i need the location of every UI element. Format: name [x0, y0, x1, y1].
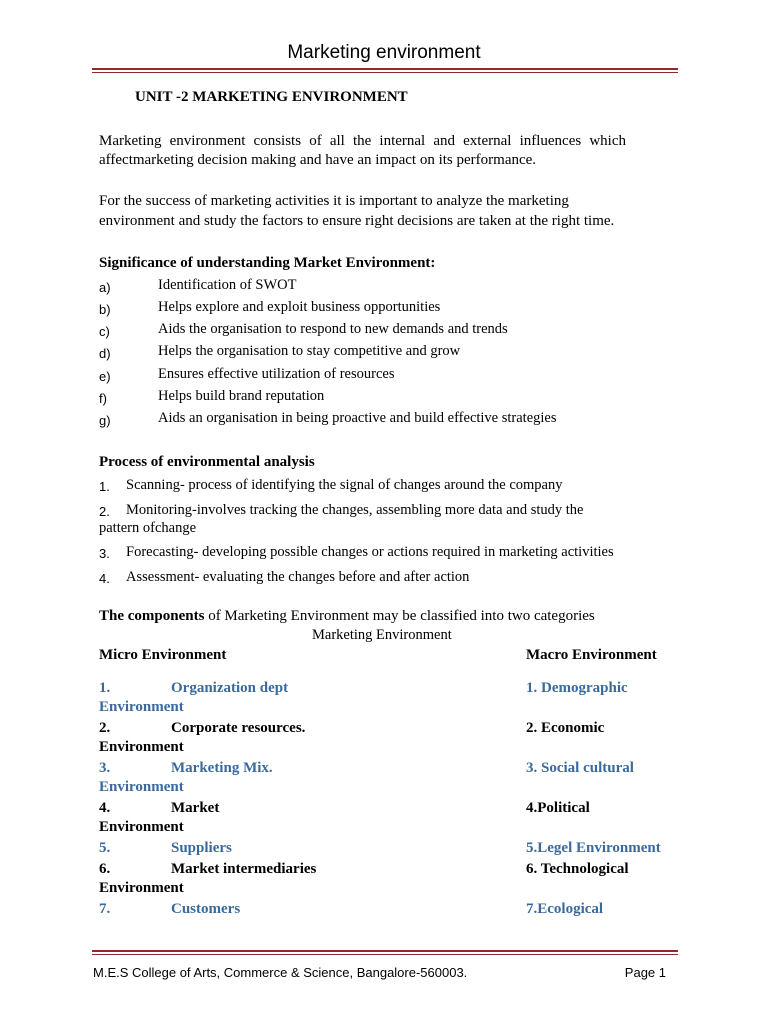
process-item: Assessment- evaluating the changes before and after action — [126, 569, 470, 585]
significance-letter: c) — [99, 324, 110, 339]
macro-item: 2. Economic — [526, 720, 605, 736]
header-rule-thin — [92, 72, 678, 73]
micro-item: Suppliers — [171, 840, 232, 856]
process-number: 3. — [99, 546, 110, 561]
macro-item: 3. Social cultural — [526, 760, 634, 776]
header-rule-thick — [92, 68, 678, 70]
process-number: 2. — [99, 504, 110, 519]
micro-heading: Micro Environment — [99, 647, 227, 663]
intro-para1-line1: Marketing environment consists of all the internal and external influences which — [99, 133, 626, 149]
component-number: 6. — [99, 861, 111, 877]
macro-item: 5.Legel Environment — [526, 840, 661, 856]
significance-letter: a) — [99, 280, 111, 295]
micro-item: Customers — [171, 901, 241, 917]
significance-letter: e) — [99, 369, 111, 384]
process-heading: Process of environmental analysis — [99, 454, 315, 470]
component-environment-label: Environment — [99, 699, 184, 715]
macro-item: 7.Ecological — [526, 901, 604, 917]
intro-para2-line1: For the success of marketing activities it is important to analyze the marketing — [99, 193, 569, 209]
component-number: 3. — [99, 760, 111, 776]
components-intro — [99, 608, 595, 625]
component-number: 2. — [99, 720, 111, 736]
component-environment-label: Environment — [99, 819, 184, 835]
significance-letter: g) — [99, 413, 111, 428]
micro-item: Corporate resources. — [171, 720, 306, 736]
process-item: Monitoring-involves tracking the changes, assembling more data and study the — [126, 502, 584, 518]
unit-title: UNIT -2 MARKETING ENVIRONMENT — [135, 89, 408, 105]
significance-letter: f) — [99, 391, 107, 406]
micro-item: Organization dept — [171, 680, 289, 696]
process-item-continuation: pattern ofchange — [99, 520, 197, 536]
components-center-title: Marketing Environment — [312, 627, 452, 643]
macro-item: 4.Political — [526, 800, 590, 816]
component-environment-label: Environment — [99, 779, 184, 795]
significance-letter: b) — [99, 302, 111, 317]
component-number: 4. — [99, 800, 111, 816]
components-intro-bold: The components — [99, 608, 205, 624]
page-number: Page 1 — [624, 965, 666, 980]
process-item: Scanning- process of identifying the signal of changes around the company — [126, 477, 563, 493]
significance-item: Aids the organisation to respond to new demands and trends — [158, 321, 508, 337]
intro-para2-line2: environment and study the factors to ensure right decisions are taken at the right time. — [99, 213, 615, 229]
significance-letter: d) — [99, 346, 111, 361]
significance-item: Identification of SWOT — [158, 277, 297, 293]
micro-item: Market intermediaries — [171, 861, 317, 877]
footer-rule-thin — [92, 954, 678, 955]
footer-institution: M.E.S College of Arts, Commerce & Science, Bangalore-560003. — [93, 965, 468, 980]
component-environment-label: Environment — [99, 880, 184, 896]
component-number: 5. — [99, 840, 111, 856]
intro-para1-line2: affectmarketing decision making and have an impact on its performance. — [99, 152, 537, 168]
component-environment-label: Environment — [99, 739, 184, 755]
component-number: 1. — [99, 680, 111, 696]
significance-item: Ensures effective utilization of resources — [158, 366, 395, 382]
micro-item: Marketing Mix. — [171, 760, 273, 776]
micro-item: Market — [171, 800, 220, 816]
process-number: 1. — [99, 479, 110, 494]
component-number: 7. — [99, 901, 111, 917]
process-item: Forecasting- developing possible changes or actions required in marketing activities — [126, 544, 614, 560]
process-number: 4. — [99, 571, 110, 586]
macro-item: 6. Technological — [526, 861, 629, 877]
macro-item: 1. Demographic — [526, 680, 628, 696]
components-intro-rest: of Marketing Environment may be classified into two categories — [204, 608, 595, 624]
significance-item: Helps the organisation to stay competitive and grow — [158, 343, 461, 359]
footer-rule-thick — [92, 950, 678, 952]
macro-heading: Macro Environment — [526, 647, 657, 663]
significance-heading: Significance of understanding Market Environment: — [99, 255, 436, 271]
significance-item: Aids an organisation in being proactive and build effective strategies — [158, 410, 557, 426]
significance-item: Helps build brand reputation — [158, 388, 325, 404]
significance-item: Helps explore and exploit business opportunities — [158, 299, 441, 315]
page-header-title: Marketing environment — [287, 42, 481, 63]
